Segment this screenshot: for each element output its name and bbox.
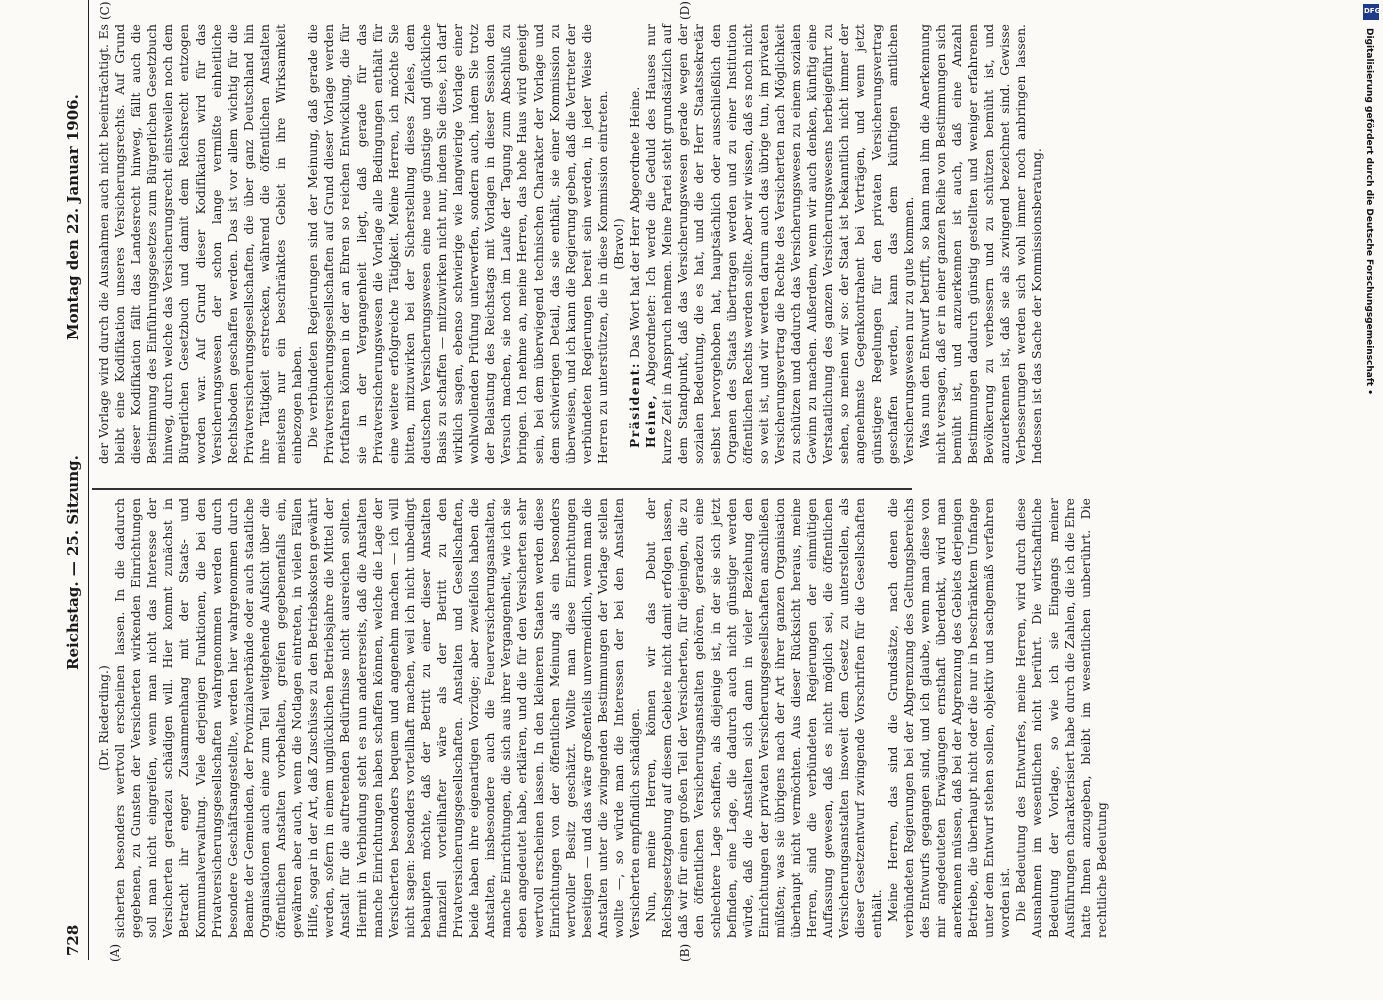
paragraph: Nun, meine Herren, können wir das Debut der Reichsgesetzgebung auf diesem Gebiete nicht damit erfolgen lassen, daß wir für einen großen Teil der Versicherten, für diejenigen, die zu den öffentlichen Versicherungsanstalten gehören, geradezu eine schlechtere Lage schaffen, als diejenige ist, in der sie sich jetzt befinden, eine Lage, die dadurch auch nicht günstiger werden würde, daß die Anstalten sich dann in vieler Beziehung den Einrichtungen der privaten Versicherungsgesellschaften anschließen müßten; was sie übrigens nach der Art ihrer ganzen Organisation überhaupt nicht vermöchten. Aus dieser Rücksicht heraus, meine Herren, sind die verbündeten Regierungen der einmütigen Auffassung gewesen, daß es nicht möglich sei, die öffentlichen Versicherungsanstalten insoweit dem Gesetz zu unterstellen, als dieser Gesetzentwurf zwingende Vorschriften für die Gesellschaften enthält.: [644, 498, 884, 938]
paragraph: Die verbündeten Regierungen sind der Meinung, daß gerade die Privatversicherungsgesellschaften auf Grund dieser Vorlage werden fortfahren können in der an Ehren so reichen Entwicklung, die für sie in der Vergangenheit liegt, daß gerade für das Privatversicherungswesen die Vorlage alle Bedingungen enthält für eine weitere erfolgreiche Tätigkeit. Meine Herren, ich möchte Sie bitten, mitzuwirken bei der Sicherstellung dieses Zieles, dem deutschen Versicherungswesen eine neue günstige und glückliche Basis zu schaffen — mitzuwirken nicht nur, indem Sie diese, ich darf wirklich sagen, ebenso schwierige wie langwierige Vorlage einer wohlwollenden Prüfung unterwerfen, sondern auch, indem Sie trotz der Belastung des Reichstags mit Vorlagen in dieser Session den Versuch machen, sie noch im Laufe der Tagung zum Abschluß zu bringen. Ich nehme an, meine Herren, das hohe Haus wird geneigt sein, bei dem überwiegend technischen Charakter der Vorlage und dem schwierigen Detail, das sie enthält, sie einer Kommission zu überweisen, und ich kann die Regierung geben, daß die Vertreter der verbündeten Regierungen bereit sein werden, in jeder Weise die Herren zu unterstützen, die in diese Kommission eintreten.: [306, 24, 610, 464]
dfg-logo: DFG: [1363, 4, 1379, 20]
paragraph: Was nun den Entwurf betrifft, so kann man ihm die Anerkennung nicht versagen, daß er in einer ganzen Reihe von Bestimmungen sich bemüht ist, und anzuerkennen ist auch, daß eine Anzahl Bestimmungen dadurch günstig gestellten und weniger erfahrenen Bevölkerung zu verbessern und zu schützen bemüht ist, und anzuerkennen ist, daß sie als zwingend bezeichnet sind. Gewisse Verbesserungen werden sich wohl immer noch anbringen lassen. Indessen ist das Sache der Kommissionsberatung.: [917, 24, 1045, 464]
applause-note: (Bravo!): [612, 218, 626, 270]
speaker-note: (Dr. Riederding.): [97, 665, 111, 771]
paragraph: Die Bedeutung des Entwurfes, meine Herren, wird durch diese Ausnahmen im wesentlichen nicht berührt. Die wirtschaftliche Bedeutung der Vorlage, so wie ich sie Eingangs meiner Ausführungen charakterisiert habe durch die Zahlen, die ich die Ehre hatte Ihnen anzugeben, bleibt im wesentlichen unberührt. Die rechtliche Bedeutung: [1014, 498, 1109, 938]
running-header: [58, 0, 89, 960]
margin-mark-d: (D): [678, 1, 692, 20]
president-text: Das Wort hat der Herr Abgeordnete Heine.: [628, 86, 643, 359]
credit-text: Digitalisierung gefördert durch die Deutsche Forschungsgemeinschaft •: [1364, 28, 1374, 395]
session-date: Montag den 22. Januar 1906.: [64, 94, 82, 340]
margin-mark-c: (C): [98, 1, 112, 20]
page-number: 728: [64, 924, 82, 956]
president-statement: [627, 24, 643, 464]
paragraph: sicherten besonders wertvoll erscheinen lassen. In die dadurch gegebenen, zu Gunsten der Versicherten wirkenden Einrichtungen soll man nicht eingreifen, wenn man nicht das Interesse der Versicherten geradezu schädigen will. Hier kommt zunächst in Betracht ihr enger Zusammenhang mit der Staats- und Kommunalverwaltung. Viele derjenigen Funktionen, die bei den Privatversicherungsgesellschaften wahrgenommen werden durch besondere Geschäftsangestellte, werden hier wahrgenommen durch Beamte der Gemeinden, der Provinzialverbände oder auch staatliche Organisationen auch eine zum Teil weitgehende Aufsicht über die öffentlichen Anstalten vorbehalten, greifen gegebenenfalls ein, gewähren aber auch, wenn die Notlagen eintreten, in vielen Fällen Hilfe, sogar in der Art, daß Zuschüsse zu den Betriebskosten gewährt werden, sofern in einem unglücklichen Betriebsjahre die Mittel der Anstalt für die auftretenden Bedürfnisse nicht ausreichen sollten. Hiermit in Verbindung steht es nun andererseits, daß die Anstalten manche Einrichtungen haben schaffen können, welche die Lage der Versicherten besonders bequem und angenehm machen — ich will nicht sagen: besonders vorteilhaft machen, weil ich nicht unbedingt behaupten möchte, daß der Betritt zu einer dieser Anstalten finanziell vorteilhafter wäre als der Betritt zu den Privatversicherungsgesellschaften. Anstalten und Gesellschaften, beide haben ihre eigenartigen Vorzüge; aber zweifellos haben die Anstalten, insbesondere auch die Feuerversicherungsanstalten, manche Einrichtungen, die sich aus ihrer Vergangenheit, wie ich sie eben angedeutet habe, erklären, und die für den Versicherten sehr wertvoll erscheinen lassen. In den kleineren Staaten werden diese Einrichtungen von der öffentlichen Meinung als ein besonders wertvoller Besitz geschätzt. Wollte man diese Einrichtungen beseitigen — und das wäre großenteils unvermeidlich, wenn man die Anstalten unter die zwingenden Bestimmungen der Vorlage stellen wollte —, so würde man die Interessen der bei den Anstalten Versicherten empfindlich schädigen.: [113, 498, 643, 938]
president-label: Präsident:: [627, 362, 643, 448]
rotated-sheet: [58, 0, 1358, 960]
margin-mark-b: (B): [678, 943, 692, 962]
left-column: [96, 498, 1110, 938]
session-title: Reichstag. — 25. Sitzung.: [64, 455, 82, 670]
margin-mark-a: (A): [108, 943, 122, 962]
column-divider: [92, 489, 912, 491]
heine-text: Abgeordneter: Ich werde die Geduld des Hauses nur kurze Zeit in Anspruch nehmen. Meine Partei steht grundsätzlich auf dem Standpunkt, daß das Versicherungswesen gerade wegen der sozialen Bedeutung, die es hat, und die der Herr Staatssekretär selbst hervorgehoben hat, hauptsächlich oder ausschließlich den Organen des Staats übertragen werden und zu einer Institution öffentlichen Rechts werden sollte. Aber wir wissen, daß es noch nicht so weit ist, und wir werden darum auch das übrige tun, im privaten Versicherungsvertrag die Rechte des Versicherten nach Möglichkeit zu schützen und dadurch das Versicherungswesen zu einem sozialen Gewinn zu machen. Außerdem, wenn wir auch denken, künftig eine Verstaatlichung des ganzen Versicherungswesens herbeigeführt zu sehen, so meinen wir so: der Staat ist bekanntlich nicht immer der angenehmste Gegenkontrahent bei Verträgen, und wenn jetzt günstigere Regelungen für den privaten Versicherungsvertrag geschaffen werden, kann das dem künftigen amtlichen Versicherungswesen nur zu gute kommen.: [644, 24, 916, 464]
paragraph: der Vorlage wird durch die Ausnahmen auch nicht beeinträchtigt. Es bleibt eine Kodifikation unseres Versicherungsrechts. Auf Grund dieser Kodifikation fällt das Landesrecht hinweg, fällt auch die Bestimmung des Einführungsgesetzes zum Bürgerlichen Gesetzbuch hinweg, durch welche das Versicherungsrecht einstweilen noch dem Bürgerlichen Gesetzbuch und damit dem Reichsrecht entzogen worden war. Auf Grund dieser Kodifikation wird für das Versicherungswesen der schon lange vermißte einheitliche Rechtsboden geschaffen werden. Das ist vor allem wichtig für die Privatversicherungsgesellschaften, die über ganz Deutschland hin ihre Tätigkeit erstrecken, während die öffentlichen Anstalten meistens nur ein beschränktes Gebiet in ihre Wirksamkeit einbezogen haben.: [97, 24, 305, 464]
right-column: [96, 24, 1046, 464]
paragraph: Meine Herren, das sind die Grundsätze, nach denen die verbündeten Regierungen bei der Abgrenzung des Geltungsbereichs des Entwurfs gegangen sind, und ich glaube, wenn man diese von mir angedeuteten Erwägungen ernsthaft überdenkt, wird man anerkennen müssen, daß bei der Abgrenzung des Gebiets derjenigen Betriebe, die überhaupt nicht oder die nur in beschränktem Umfange unter dem Entwurf stehen sollen, objektiv und sachgemäß verfahren worden ist.: [885, 498, 1013, 938]
digitization-credit: [1360, 6, 1380, 996]
heine-speech: [643, 24, 917, 464]
heine-label: Heine,: [643, 393, 659, 448]
